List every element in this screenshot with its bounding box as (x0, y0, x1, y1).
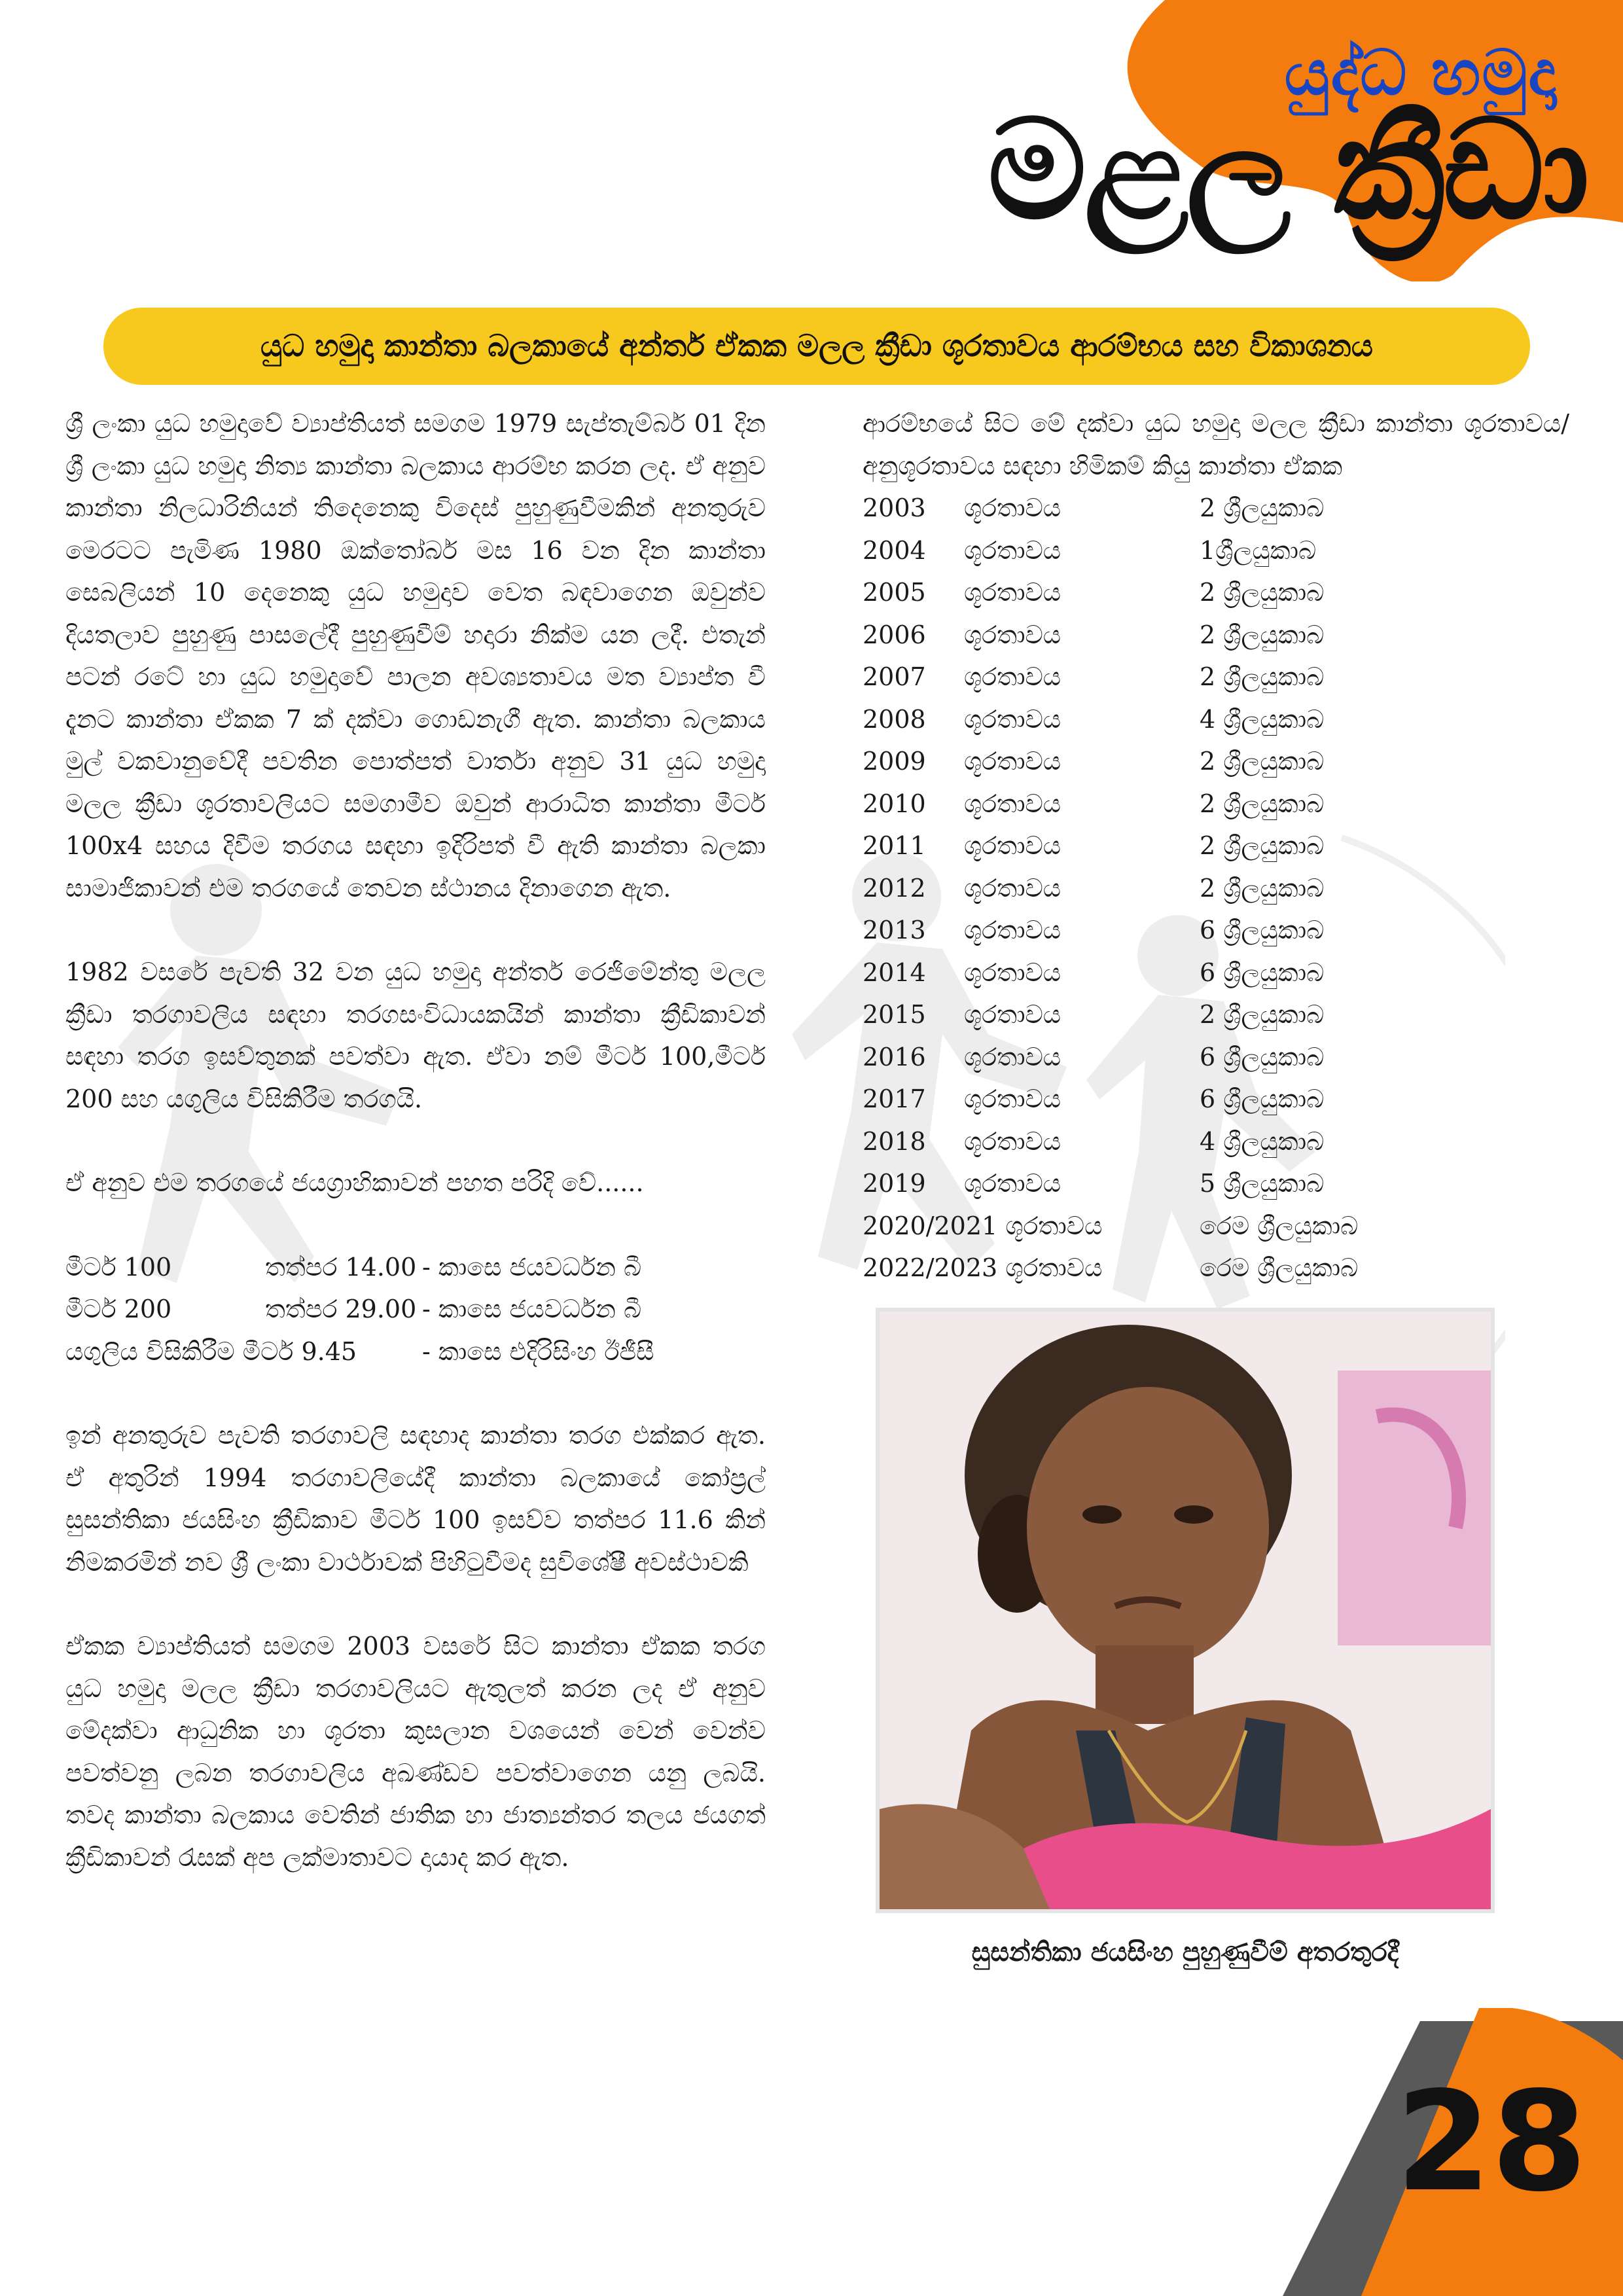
event-winner: - කාසෙ ජයවර්ධන බී (422, 1252, 642, 1282)
year-cell: 2007 (863, 662, 926, 691)
unit-cell: 2 ශ්‍රීලයුකාබ (1200, 662, 1325, 691)
title-cell: ශූරතාවය (964, 789, 1061, 818)
unit-cell: 2 ශ්‍රීලයුකාබ (1200, 747, 1325, 776)
title-cell: ශූරතාවය (964, 620, 1061, 649)
table-row (863, 1121, 1358, 1163)
year-cell: 2004 (863, 535, 926, 565)
paragraph-3: ඒ අනුව එම තරගයේ ජයග්‍රාහිකාවන් පහත පරිදි වේ...... (65, 1168, 644, 1197)
unit-cell: 2 ශ්‍රීලයුකාබ (1200, 493, 1325, 522)
photo-caption: සුසන්තිකා ජයසිංහ පුහුණුවීම් අතරතුරදී (971, 1937, 1399, 1967)
year-cell: 2013 (863, 916, 926, 944)
year-title-cell (863, 1205, 1200, 1247)
unit-cell: රෙම ශ්‍රීලයුකාබ (1200, 1253, 1359, 1282)
year-cell: 2016 (863, 1042, 926, 1071)
unit-cell: 2 ශ්‍රීලයුකාබ (1200, 831, 1325, 860)
title-cell: ශූරතාවය (964, 958, 1061, 987)
year-cell: 2009 (863, 747, 926, 776)
paragraph-1: ශ්‍රී ලංකා යුධ හමුදාවේ ව්‍යාප්තියත් සමගම 1979 සැප්තැම්බර් 01 දින ශ්‍රී ලංකා යුධ හමුදා නිත්‍ය කාන්තා බලකාය ආරම්භ කරන ලද. ඒ අනුව කාන්තා නිලධාරිනියන් තිදෙනෙකු විදෙස් පුහුණුවීමකින් අනතුරුව මෙරටට පැමිණ 1980 ඔක්තෝබර් මස 16 වන දින කාන්තා සෙබලියන් 10 දෙනෙකු යුධ හමුදාව වෙත බඳවාගෙන ඔවුන්ව දියතලාව පුහුණු පාසලේදී පුහුණුවීම් හදාරා නික්ම යන ලදී. එතැන් පටන් රටේ හා යුධ හමුදාවේ පාලන අවශ්‍යතාවය මත ව්‍යාප්ත වී දැනට කාන්තා ඒකක 7 ක් දක්වා ගොඩනැගී ඇත. කාන්තා බලකාය මුල් වකවානුවේදී පවතින පොත්පත් වාර්තා අනුව 31 යුධ හමුදා මලල ක්‍රීඩා ශූරතාවලියට සමගාමීව ඔවුන් ආරාධිත කාන්තා මීටර් 100x4 සහය දිවීම තරගය සඳහා ඉදිරිපත් වී ඇති කාන්තා බලකා සාමාජිකාවන් එම තරගයේ තෙවන ස්ථානය දිනාගෙන ඇත. (65, 409, 766, 903)
table-row (863, 1205, 1358, 1247)
title-cell: ශූරතාවය (964, 535, 1061, 565)
title-cell: ශූරතාවය (964, 1000, 1061, 1029)
title-cell: ශූරතාවය (964, 578, 1061, 607)
unit-cell: රෙම ශ්‍රීලයුකාබ (1200, 1211, 1359, 1240)
headline-banner (103, 308, 1530, 385)
year-cell: 2017 (863, 1085, 926, 1113)
year-cell: 2006 (863, 620, 926, 649)
title-cell: ශූරතාවය (964, 831, 1061, 860)
title-cell: ශූරතාවය (964, 1169, 1061, 1198)
title-cell: ශූරතාවය (964, 1042, 1061, 1071)
unit-cell: 6 ශ්‍රීලයුකාබ (1200, 916, 1325, 944)
year-cell: 2015 (863, 1000, 926, 1029)
table-row (863, 656, 1358, 698)
table-row (863, 1162, 1358, 1205)
page-title: මළල ක්‍රීඩා (988, 90, 1587, 250)
table-row (65, 1331, 654, 1373)
athlete-photo (876, 1308, 1495, 1913)
title-cell: ශූරතාවය (964, 704, 1061, 734)
table-row (863, 529, 1358, 572)
table-row (863, 994, 1358, 1036)
year-cell: 2012 (863, 873, 926, 903)
title-cell: ශූරතාවය (964, 873, 1061, 903)
table-row (863, 909, 1358, 952)
year-cell: 2010 (863, 789, 926, 818)
left-column (65, 403, 766, 1920)
unit-cell: 6 ශ්‍රීලයුකාබ (1200, 1042, 1325, 1071)
event-result: මීටර් 9.45 (242, 1336, 357, 1366)
header-kicker: යුද්ධ හමුදා (1284, 36, 1558, 109)
year-cell: 2014 (863, 958, 926, 987)
unit-cell: 2 ශ්‍රීලයුකාබ (1200, 789, 1325, 818)
page-number: 28 (1395, 2062, 1587, 2222)
table-row (863, 571, 1358, 614)
winners-table (65, 1246, 654, 1373)
table-row (65, 1246, 654, 1289)
event-name: මීටර් 100 (65, 1252, 172, 1282)
table-row (863, 952, 1358, 994)
unit-cell: 6 ශ්‍රීලයුකාබ (1200, 958, 1325, 987)
unit-cell: 4 ශ්‍රීලයුකාබ (1200, 704, 1325, 734)
title-cell: ශූරතාවය (964, 747, 1061, 776)
title-cell: ශූරතාවය (964, 1126, 1061, 1156)
unit-cell: 2 ශ්‍රීලයුකාබ (1200, 873, 1325, 903)
champions-intro: ආරම්භයේ සිට මේ දක්වා යුධ හමුදා මලල ක්‍රීඩා කාන්තා ශූරතාවය/ අනුශූරතාවය සඳහා හිමිකම් කියු කාන්තා ඒකක (863, 409, 1569, 480)
year-title-cell (863, 1247, 1200, 1289)
unit-cell: 2 ශ්‍රීලයුකාබ (1200, 620, 1325, 649)
table-row (863, 867, 1358, 910)
event-name: මීටර් 200 (65, 1295, 172, 1323)
event-winner: - කාසෙ එදිරිසිංහ ඊජීසී (422, 1336, 654, 1366)
table-row (863, 487, 1358, 529)
year-cell: 2003 (863, 493, 926, 522)
event-name: යගුලිය විසිකිරීම (65, 1336, 235, 1366)
table-row (863, 740, 1358, 783)
unit-cell: 1ශ්‍රීලයුකාබ (1200, 535, 1317, 565)
table-row (65, 1288, 654, 1331)
headline-text: යුධ හමුදා කාන්තා බලකායේ අන්තර් ඒකක මලල ක්‍රීඩා ශූරතාවය ආරම්භය සහ විකාශනය (260, 328, 1373, 363)
year-cell: 2008 (863, 704, 926, 734)
title-cell: ශූරතාවය (964, 493, 1061, 522)
event-result: තත්පර 14.00 (265, 1252, 417, 1282)
unit-cell: 4 ශ්‍රීලයුකාබ (1200, 1126, 1325, 1156)
title-cell: ශූරතාවය (964, 916, 1061, 944)
year-cell: 2019 (863, 1169, 926, 1198)
event-winner: - කාසෙ ජයවර්ධන බී (422, 1295, 642, 1323)
title-cell: ශූරතාවය (1005, 1253, 1103, 1282)
year-cell: 2022/2023 (863, 1253, 998, 1282)
right-column (863, 403, 1569, 1289)
year-cell: 2011 (863, 831, 926, 860)
title-cell: ශූරතාවය (964, 662, 1061, 691)
unit-cell: 6 ශ්‍රීලයුකාබ (1200, 1085, 1325, 1113)
table-row (863, 1247, 1358, 1289)
paragraph-2: 1982 වසරේ පැවති 32 වන යුධ හමුදා අන්තර් රෙජිමේන්තු මලල ක්‍රීඩා තරගාවලිය සඳහා තරගසංවිධායකයින් කාන්තා ක්‍රීඩිකාවන් සඳහා තරග ඉසව්තුනක් පවත්වා ඇත. ඒවා නම් මීටර් 100,මීටර් 200 සහ යගුලිය විසිකිරීම තරගයි. (65, 958, 766, 1113)
table-row (863, 1036, 1358, 1079)
champions-table (863, 487, 1358, 1289)
unit-cell: 2 ශ්‍රීලයුකාබ (1200, 1000, 1325, 1029)
event-result: තත්පර 29.00 (265, 1295, 417, 1323)
title-cell: ශූරතාවය (964, 1085, 1061, 1113)
year-cell: 2018 (863, 1126, 926, 1156)
year-cell: 2020/2021 (863, 1211, 998, 1240)
table-row (863, 614, 1358, 656)
title-cell: ශූරතාවය (1005, 1211, 1103, 1240)
unit-cell: 2 ශ්‍රීලයුකාබ (1200, 578, 1325, 607)
paragraph-4: ඉන් අනතුරුව පැවති තරගාවලි සඳහාද කාන්තා තරග එක්කර ඇත. ඒ අතුරින් 1994 තරගාවලියේදී කාන්තා බලකායේ කෝප්‍රල් සුසන්තිකා ජයසිංහ ක්‍රීඩිකාව මීටර් 100 ඉසව්ව තත්පර 11.6 කින් නිමකරමින් නව ශ්‍රී ලංකා වාර්ථාවක් පිහිටුවීමද සුවිශේෂී අවස්ථාවකි (65, 1421, 766, 1577)
paragraph-5: ඒකක ව්‍යාප්තියත් සමගම 2003 වසරේ සිට කාන්තා ඒකක තරග යුධ හමුදා මලල ක්‍රීඩා තරගාවලියට ඇතුලත් කරන ලද ඒ අනුව මේදක්වා ආධුනික හා ශූරතා කුසලාන වශයෙන් වෙන් වෙන්ව පවත්වනු ලබන තරගාවලිය අඛණ්ඩව පවත්වාගෙන යනු ලබයි. තවද කාන්තා බලකාය වෙතින් ජාතික හා ජාත්‍යන්තර තලය ජයගත් ක්‍රීඩිකාවන් රැසක් අප ලක්මාතාවට දායාද කර ඇත. (65, 1632, 766, 1872)
table-row (863, 698, 1358, 741)
unit-cell: 5 ශ්‍රීලයුකාබ (1200, 1169, 1325, 1198)
table-row (863, 825, 1358, 867)
year-cell: 2005 (863, 578, 926, 607)
table-row (863, 1078, 1358, 1121)
table-row (863, 783, 1358, 825)
event-name-result (65, 1331, 422, 1373)
